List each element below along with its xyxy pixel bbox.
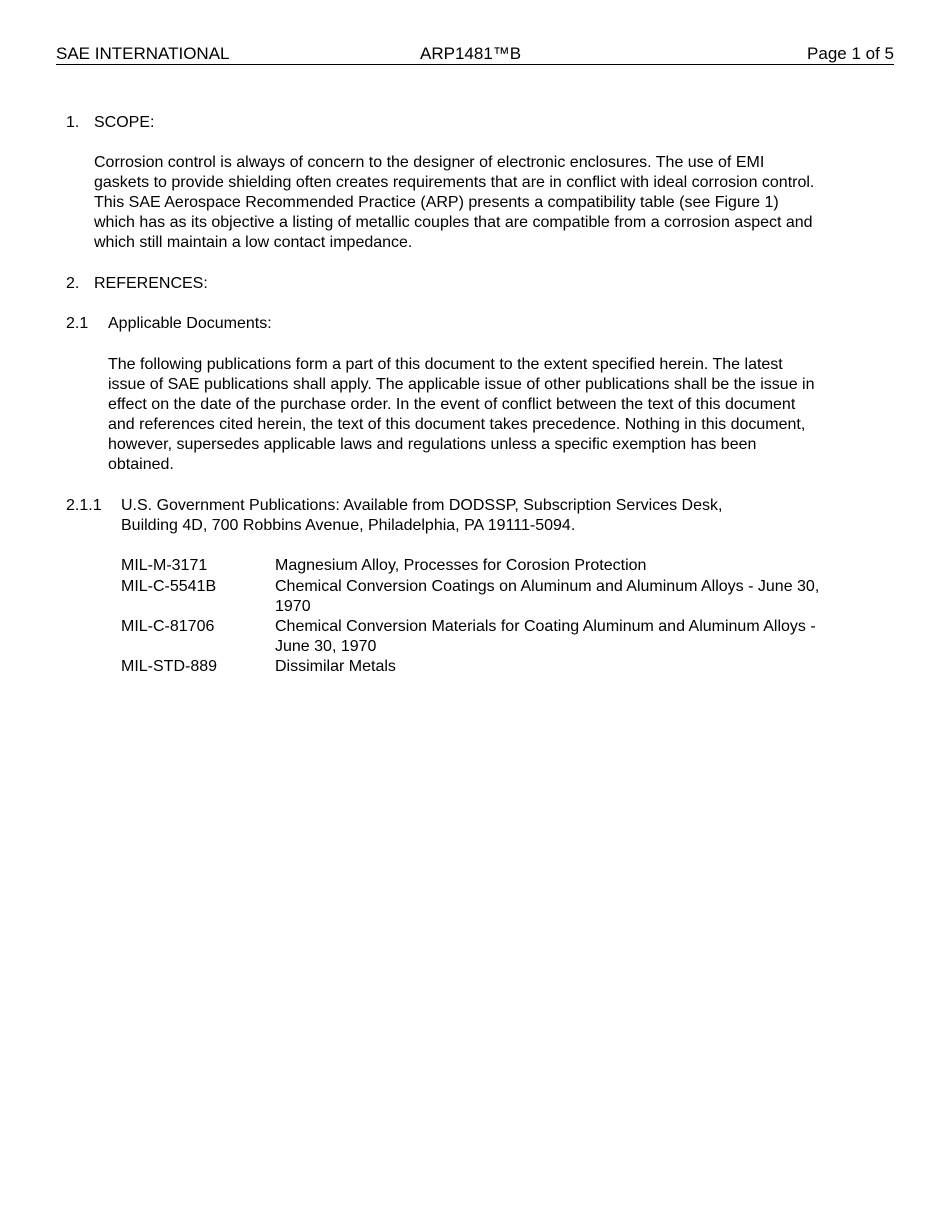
paragraph-line: Building 4D, 700 Robbins Avenue, Philadelphia, PA 19111-5094. bbox=[121, 517, 576, 534]
paragraph-line: which has as its objective a listing of metallic couples that are compatible from a corrosion aspect and bbox=[94, 214, 813, 231]
reference-description bbox=[275, 617, 865, 657]
reference-code: MIL-C-81706 bbox=[121, 618, 215, 635]
paragraph bbox=[108, 355, 815, 475]
reference-description-line: Chemical Conversion Coatings on Aluminum and Aluminum Alloys - June 30, bbox=[275, 578, 820, 595]
reference-code: MIL-C-5541B bbox=[121, 578, 217, 595]
paragraph bbox=[94, 153, 814, 253]
paragraph-line: however, supersedes applicable laws and regulations unless a specific exemption has been bbox=[108, 436, 757, 453]
reference-description-line: Magnesium Alloy, Processes for Corosion Protection bbox=[275, 557, 647, 574]
reference-description bbox=[275, 556, 865, 576]
header-doc-id: ARP1481™B bbox=[420, 44, 522, 63]
section-title: SCOPE: bbox=[94, 114, 155, 131]
reference-code: MIL-M-3171 bbox=[121, 557, 208, 574]
reference-description-line: June 30, 1970 bbox=[275, 638, 377, 655]
paragraph-line: gaskets to provide shielding often creates requirements that are in conflict with ideal corrosion control. bbox=[94, 174, 815, 191]
paragraph-line: Corrosion control is always of concern to the designer of electronic enclosures. The use of EMI bbox=[94, 154, 765, 171]
paragraph-line: The following publications form a part of this document to the extent specified herein. The latest bbox=[108, 356, 783, 373]
header-org: SAE INTERNATIONAL bbox=[56, 44, 230, 63]
reference-description-line: Dissimilar Metals bbox=[275, 658, 396, 675]
header-page-number: Page 1 of 5 bbox=[807, 44, 894, 63]
paragraph bbox=[121, 496, 722, 536]
reference-description-line: 1970 bbox=[275, 598, 311, 615]
paragraph-line: This SAE Aerospace Recommended Practice (ARP) presents a compatibility table (see Figure 1) bbox=[94, 194, 779, 211]
paragraph-line: and references cited herein, the text of this document takes precedence. Nothing in this document, bbox=[108, 416, 806, 433]
section-title: REFERENCES: bbox=[94, 275, 208, 292]
section-title: Applicable Documents: bbox=[108, 315, 272, 332]
paragraph-line: U.S. Government Publications: Available from DODSSP, Subscription Services Desk, bbox=[121, 497, 723, 514]
paragraph-line: issue of SAE publications shall apply. The applicable issue of other publications shall be the issue in bbox=[108, 376, 815, 393]
reference-description-line: Chemical Conversion Materials for Coating Aluminum and Aluminum Alloys - bbox=[275, 618, 816, 635]
section-number: 2. bbox=[66, 275, 80, 292]
section-number: 1. bbox=[66, 114, 80, 131]
section-number: 2.1.1 bbox=[66, 497, 102, 514]
reference-description bbox=[275, 577, 865, 617]
section-number: 2.1 bbox=[66, 315, 89, 332]
paragraph-line: obtained. bbox=[108, 456, 174, 473]
reference-description bbox=[275, 657, 865, 677]
reference-code: MIL-STD-889 bbox=[121, 658, 218, 675]
paragraph-line: effect on the date of the purchase order. In the event of conflict between the text of this document bbox=[108, 396, 796, 413]
page-header bbox=[56, 44, 894, 65]
paragraph-line: which still maintain a low contact impedance. bbox=[94, 234, 413, 251]
